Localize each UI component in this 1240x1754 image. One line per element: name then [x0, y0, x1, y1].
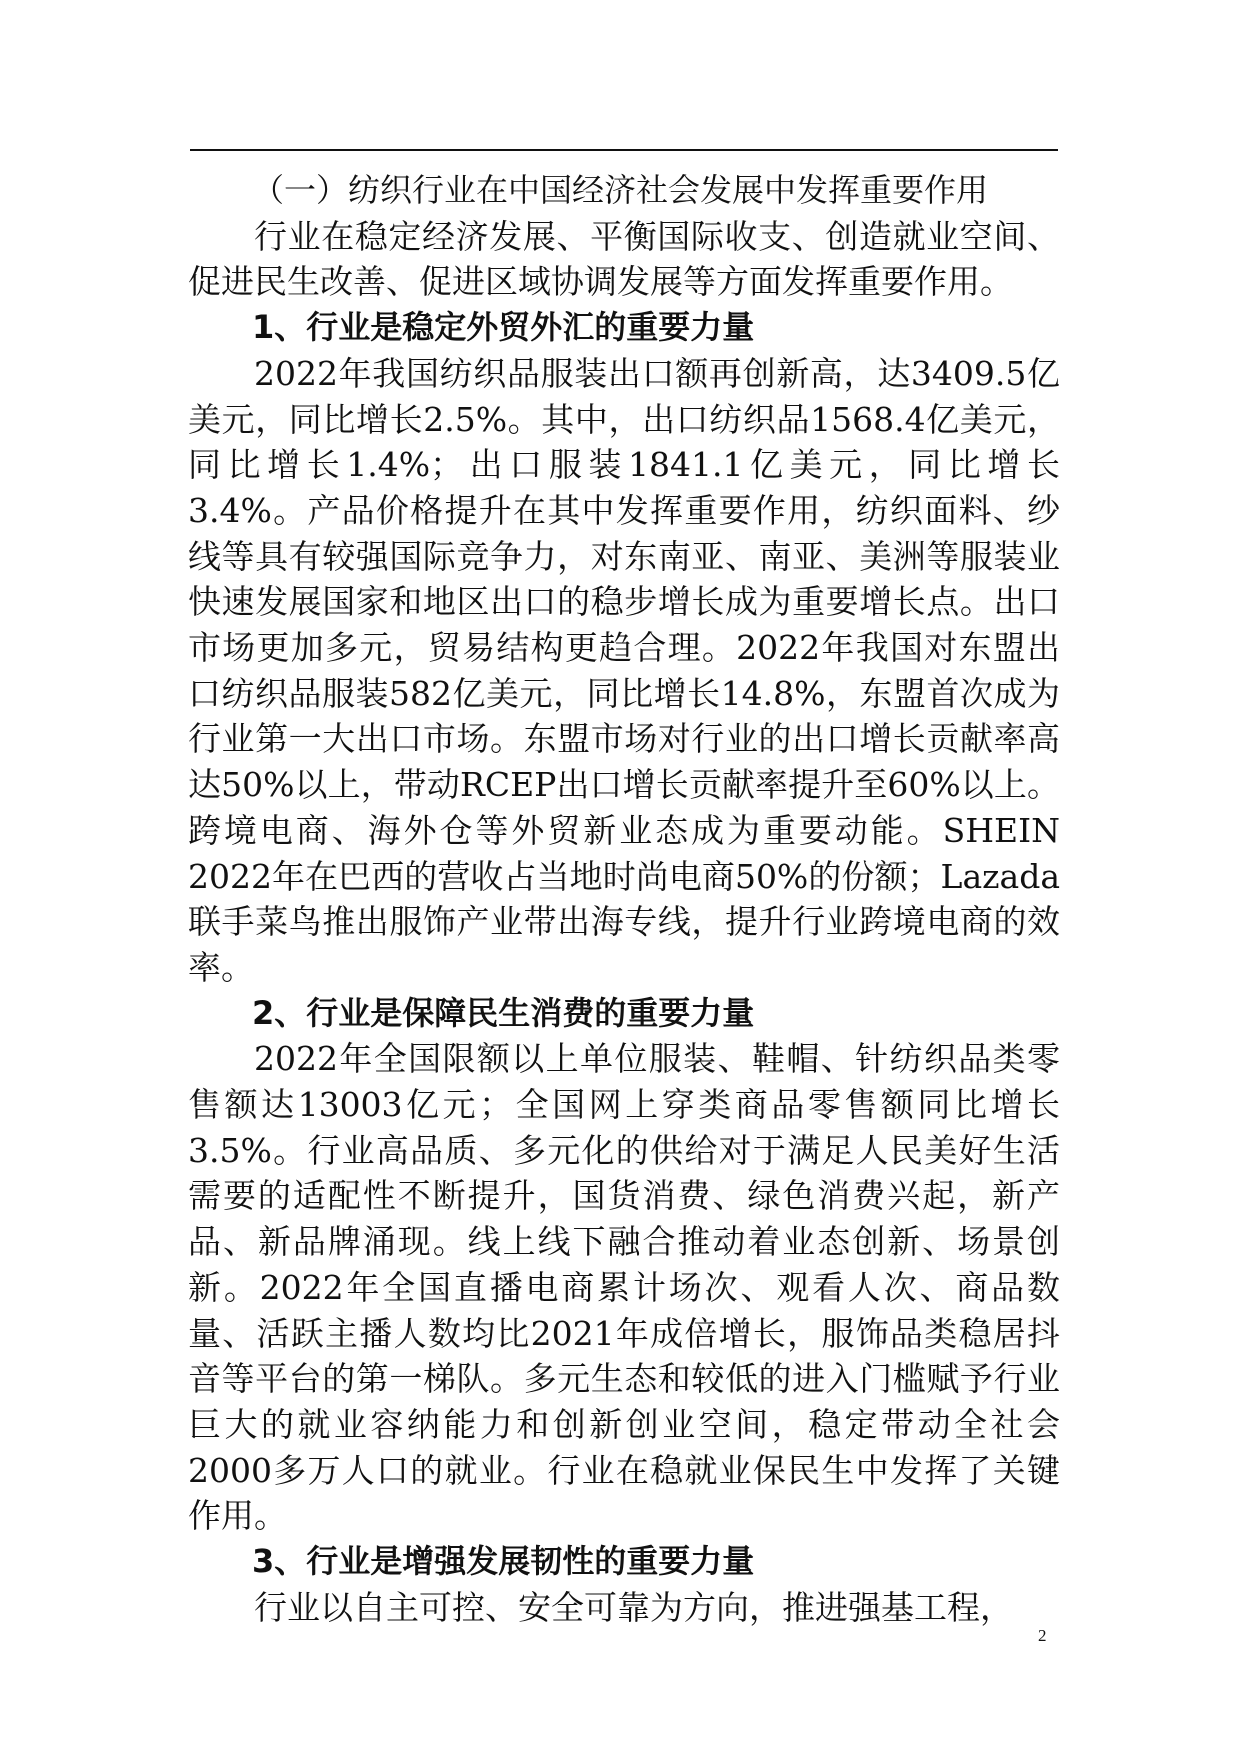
- subsection-body-2: 2022年全国限额以上单位服装、鞋帽、针纺织品类零售额达13003亿元；全国网上穿类商品零售额同比增长3.5%。行业高品质、多元化的供给对于满足人民美好生活需要的适配性不断提升，国货消费、绿色消费兴起，新产品、新品牌涌现。线上线下融合推动着业态创新、场景创新。2022年全国直播电商累计场次、观看人次、商品数量、活跃主播人数均比2021年成倍增长，服饰品类稳居抖音等平台的第一梯队。多元生态和较低的进入门槛赋予行业巨大的就业容纳能力和创新创业空间，稳定带动全社会2000多万人口的就业。行业在稳就业保民生中发挥了关键作用。: [188, 1039, 1060, 1536]
- page-number: 2: [1038, 1626, 1047, 1645]
- document-body: [188, 168, 1060, 1631]
- subsection-body-3: 行业以自主可控、安全可靠为方向，推进强基工程，: [254, 1587, 1013, 1627]
- section-title: （一）纺织行业在中国经济社会发展中发挥重要作用: [252, 171, 989, 209]
- subsection-heading-2: 2、行业是保障民生消费的重要力量: [252, 993, 755, 1032]
- subsection-heading-3: 3、行业是增强发展韧性的重要力量: [252, 1542, 755, 1581]
- intro-paragraph: 行业在稳定经济发展、平衡国际收支、创造就业空间、促进民生改善、促进区域协调发展等方面发挥重要作用。: [188, 216, 1060, 302]
- subsection-heading-1: 1、行业是稳定外贸外汇的重要力量: [252, 308, 755, 347]
- subsection-body-1: 2022年我国纺织品服装出口额再创新高，达3409.5亿美元，同比增长2.5%。其中，出口纺织品1568.4亿美元，同比增长1.4%；出口服装1841.1亿美元，同比增长3.4%。产品价格提升在其中发挥重要作用，纺织面料、纱线等具有较强国际竞争力，对东南亚、南亚、美洲等服装业快速发展国家和地区出口的稳步增长成为重要增长点。出口市场更加多元，贸易结构更趋合理。2022年我国对东盟出口纺织品服装582亿美元，同比增长14.8%，东盟首次成为行业第一大出口市场。东盟市场对行业的出口增长贡献率高达50%以上，带动RCEP出口增长贡献率提升至60%以上。跨境电商、海外仓等外贸新业态成为重要动能。SHEIN 2022年在巴西的营收占当地时尚电商50%的份额；Lazada联手菜鸟推出服饰产业带出海专线，提升行业跨境电商的效率。: [188, 353, 1060, 987]
- header-rule: [190, 149, 1058, 151]
